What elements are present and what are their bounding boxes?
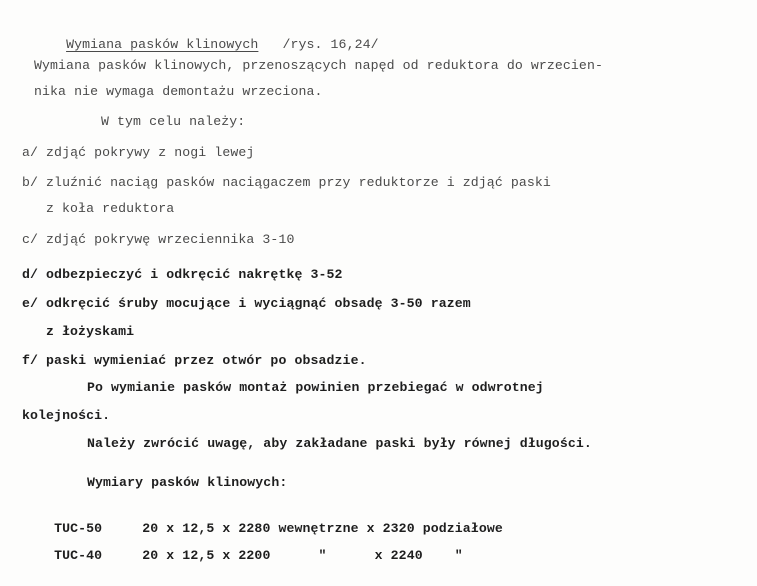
step-e: e/ odkręcić śruby mocujące i wyciągnąć obsadę 3-50 razem: [22, 296, 471, 311]
dimension-model: TUC-40: [54, 548, 103, 563]
step-e-continuation: z łożyskami: [46, 324, 135, 339]
length-note: Należy zwrócić uwagę, aby zakładane paski były równej długości.: [87, 436, 592, 451]
assembly-line-1: Po wymianie pasków montaż powinien przebiegać w odwrotnej: [87, 380, 544, 395]
dimension-row: [22, 532, 463, 580]
step-c: c/ zdjąć pokrywę wrzeciennika 3-10: [22, 232, 295, 247]
step-b-continuation: z koła reduktora: [46, 201, 175, 216]
dimension-spec: 20 x 12,5 x 2280 wewnętrzne x 2320 podziałowe: [142, 521, 503, 536]
step-a: a/ zdjąć pokrywy z nogi lewej: [22, 145, 255, 160]
step-d: d/ odbezpieczyć i odkręcić nakrętkę 3-52: [22, 267, 343, 282]
dimension-model: TUC-50: [54, 521, 103, 536]
dimension-spec: 20 x 12,5 x 2200 " x 2240 ": [142, 548, 463, 563]
step-b: b/ zluźnić naciąg pasków naciągaczem przy reduktorze i zdjąć paski: [22, 175, 551, 190]
purpose-line: W tym celu należy:: [101, 114, 246, 129]
step-f: f/ paski wymieniać przez otwór po obsadzie.: [22, 353, 367, 368]
dimensions-heading: Wymiary pasków klinowych:: [87, 475, 288, 490]
intro-line-2: nika nie wymaga demontażu wrzeciona.: [34, 84, 323, 99]
intro-line-1: Wymiana pasków klinowych, przenoszących napęd od reduktora do wrzecien-: [34, 58, 603, 73]
section-title: Wymiana pasków klinowych: [66, 37, 259, 52]
assembly-line-2: kolejności.: [22, 408, 111, 423]
figure-reference: /rys. 16,24/: [282, 37, 379, 52]
